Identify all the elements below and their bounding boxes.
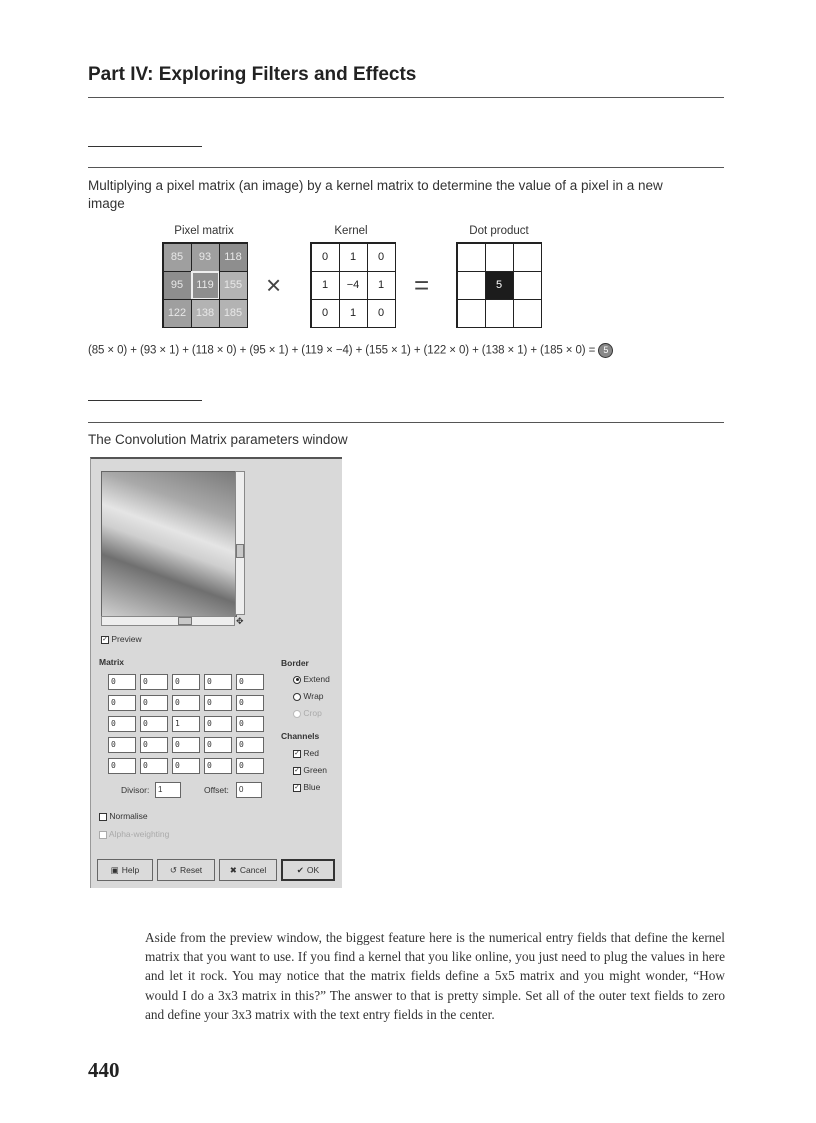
matrix-field[interactable]: 0 xyxy=(236,674,264,690)
matrix-field-center[interactable]: 1 xyxy=(172,716,200,732)
dot-cell xyxy=(513,243,542,272)
crop-radio xyxy=(293,710,301,718)
border-crop-row xyxy=(293,708,322,718)
red-checkbox[interactable]: ✓ xyxy=(294,749,300,757)
channel-red-row[interactable] xyxy=(293,748,319,758)
matrix-field[interactable]: 0 xyxy=(108,716,136,732)
dot-cell-result: 5 xyxy=(485,271,514,300)
matrix-field[interactable]: 0 xyxy=(140,674,168,690)
matrix-field[interactable]: 0 xyxy=(236,695,264,711)
matrix-field[interactable]: 0 xyxy=(172,758,200,774)
offset-input[interactable]: 0 xyxy=(236,782,262,798)
reset-button-label: Reset xyxy=(179,865,203,875)
pixel-cell: 185 xyxy=(219,299,248,328)
border-heading: Border xyxy=(281,658,309,668)
pixel-cell: 155 xyxy=(219,271,248,300)
kernel-cell: −4 xyxy=(339,271,368,300)
offset-label: Offset: xyxy=(204,785,229,795)
preview-checkbox-row[interactable] xyxy=(101,634,142,644)
kernel-cell: 0 xyxy=(311,243,340,272)
preview-image xyxy=(101,471,237,617)
vertical-scroll-thumb[interactable] xyxy=(236,544,244,558)
kernel-label: Kernel xyxy=(334,225,368,237)
matrix-field[interactable]: 0 xyxy=(108,695,136,711)
matrix-field[interactable]: 0 xyxy=(204,716,232,732)
matrix-field[interactable]: 0 xyxy=(140,758,168,774)
matrix-field[interactable]: 0 xyxy=(236,758,264,774)
pixel-cell: 122 xyxy=(163,299,192,328)
running-header-title: Part IV: Exploring Filters and Effects xyxy=(88,64,417,85)
matrix-field[interactable]: 0 xyxy=(108,758,136,774)
matrix-field[interactable]: 0 xyxy=(204,695,232,711)
border-wrap-row[interactable] xyxy=(293,691,324,701)
normalise-checkbox[interactable] xyxy=(99,813,107,821)
equation-text: (85 × 0) + (93 × 1) + (118 × 0) + (95 × 1) + (119 × −4) + (155 × 1) + (122 × 0) + (138 × 1) + (185 × 0) = xyxy=(88,344,596,357)
preview-horizontal-scrollbar[interactable] xyxy=(101,616,235,626)
normalise-label: Normalise xyxy=(109,811,148,821)
crop-label: Crop xyxy=(303,708,322,718)
reset-icon: ↺ xyxy=(169,864,177,875)
kernel-cell: 1 xyxy=(339,299,368,328)
figure1-caption: Multiplying a pixel matrix (an image) by a kernel matrix to determine the value of a pixel in a new image xyxy=(88,178,663,211)
page-number: 440 xyxy=(88,1058,120,1082)
help-icon: ▣ xyxy=(110,864,119,875)
dot-cell xyxy=(457,299,486,328)
dot-product-matrix xyxy=(456,242,542,328)
pixel-matrix-label: Pixel matrix xyxy=(174,225,234,237)
matrix-heading: Matrix xyxy=(99,657,125,667)
matrix-field[interactable]: 0 xyxy=(172,674,200,690)
ok-button[interactable] xyxy=(281,859,335,881)
help-button[interactable] xyxy=(97,859,153,881)
wrap-label: Wrap xyxy=(303,691,324,701)
navigate-icon[interactable]: ✥ xyxy=(236,616,244,626)
dot-cell xyxy=(513,299,542,328)
matrix-field[interactable]: 0 xyxy=(140,695,168,711)
matrix-field[interactable]: 0 xyxy=(172,695,200,711)
equals-symbol: = xyxy=(414,270,430,300)
kernel-cell: 0 xyxy=(367,299,396,328)
pixel-cell: 95 xyxy=(163,271,192,300)
wrap-radio[interactable] xyxy=(293,693,301,701)
reset-button[interactable] xyxy=(157,859,215,881)
pixel-matrix xyxy=(162,242,248,328)
figure2-rule-short xyxy=(88,400,202,401)
dot-cell xyxy=(485,299,514,328)
red-label: Red xyxy=(303,748,319,758)
kernel-matrix xyxy=(310,242,396,328)
preview-label: Preview xyxy=(111,634,142,644)
kernel-cell: 0 xyxy=(311,299,340,328)
green-checkbox[interactable]: ✓ xyxy=(294,766,300,774)
pixel-cell: 85 xyxy=(163,243,192,272)
matrix-field[interactable]: 0 xyxy=(172,737,200,753)
kernel-cell: 0 xyxy=(367,243,396,272)
cancel-button-label: Cancel xyxy=(239,865,267,875)
blue-label: Blue xyxy=(303,782,321,792)
pixel-cell: 118 xyxy=(219,243,248,272)
header-rule xyxy=(88,97,724,98)
figure-rule-short xyxy=(88,146,202,147)
dot-cell xyxy=(485,243,514,272)
border-extend-row[interactable] xyxy=(293,674,330,684)
blue-checkbox[interactable]: ✓ xyxy=(294,783,300,791)
channels-heading: Channels xyxy=(281,731,320,741)
body-paragraph: Aside from the preview window, the biggest feature here is the numerical entry fields that define the kernel matrix that you want to use. If you find a kernel that you like online, you just need to plug the values in here and let it rock. You may notice that the matrix fields define a 5x5 matrix and you might wonder, “How would I do a 3x3 matrix in this?” The answer to that is pretty simple. Set all of the outer text fields to zero and define your 3x3 matrix with the text entry fields in the center. xyxy=(145,930,725,1022)
horizontal-scroll-thumb[interactable] xyxy=(178,617,192,625)
matrix-field[interactable]: 0 xyxy=(140,716,168,732)
convolution-matrix-dialog xyxy=(90,457,342,888)
kernel-cell: 1 xyxy=(311,271,340,300)
extend-label: Extend xyxy=(303,674,330,684)
cancel-icon: ✖ xyxy=(229,864,237,875)
help-button-label: Help xyxy=(121,865,140,875)
figure2-rule xyxy=(88,422,724,423)
dot-product-label: Dot product xyxy=(469,225,529,237)
times-symbol: × xyxy=(266,270,282,300)
channel-green-row[interactable] xyxy=(293,765,327,775)
matrix-field[interactable]: 0 xyxy=(204,758,232,774)
pixel-cell: 138 xyxy=(191,299,220,328)
matrix-field[interactable]: 0 xyxy=(140,737,168,753)
dot-cell xyxy=(457,243,486,272)
extend-radio[interactable] xyxy=(293,676,301,684)
kernel-cell: 1 xyxy=(367,271,396,300)
kernel-cell: 1 xyxy=(339,243,368,272)
matrix-field[interactable]: 0 xyxy=(204,737,232,753)
figure-rule xyxy=(88,167,724,168)
alpha-weighting-label: Alpha-weighting xyxy=(108,829,170,839)
equation xyxy=(88,343,613,358)
alpha-weighting-row xyxy=(99,829,169,839)
cancel-button[interactable] xyxy=(219,859,277,881)
channel-blue-row[interactable] xyxy=(293,782,320,792)
figure2-caption: The Convolution Matrix parameters window xyxy=(88,432,348,447)
dot-cell xyxy=(513,271,542,300)
ok-button-label: OK xyxy=(306,865,320,875)
dot-cell xyxy=(457,271,486,300)
matrix-field[interactable]: 0 xyxy=(236,737,264,753)
green-label: Green xyxy=(303,765,327,775)
normalise-row[interactable] xyxy=(99,811,148,821)
matrix-grid xyxy=(108,674,264,774)
ok-icon: ✔ xyxy=(296,864,304,875)
pixel-cell: 93 xyxy=(191,243,220,272)
matrix-field[interactable]: 0 xyxy=(108,737,136,753)
result-circle: 5 xyxy=(598,343,613,358)
matrix-field[interactable]: 0 xyxy=(108,674,136,690)
pixel-cell-center: 119 xyxy=(191,271,220,300)
preview-checkbox[interactable]: ✓ xyxy=(102,635,108,643)
divisor-label: Divisor: xyxy=(121,785,150,795)
divisor-input[interactable]: 1 xyxy=(155,782,181,798)
matrix-field[interactable]: 0 xyxy=(204,674,232,690)
alpha-weighting-checkbox xyxy=(99,831,107,839)
preview-vertical-scrollbar[interactable] xyxy=(235,471,245,615)
matrix-field[interactable]: 0 xyxy=(236,716,264,732)
